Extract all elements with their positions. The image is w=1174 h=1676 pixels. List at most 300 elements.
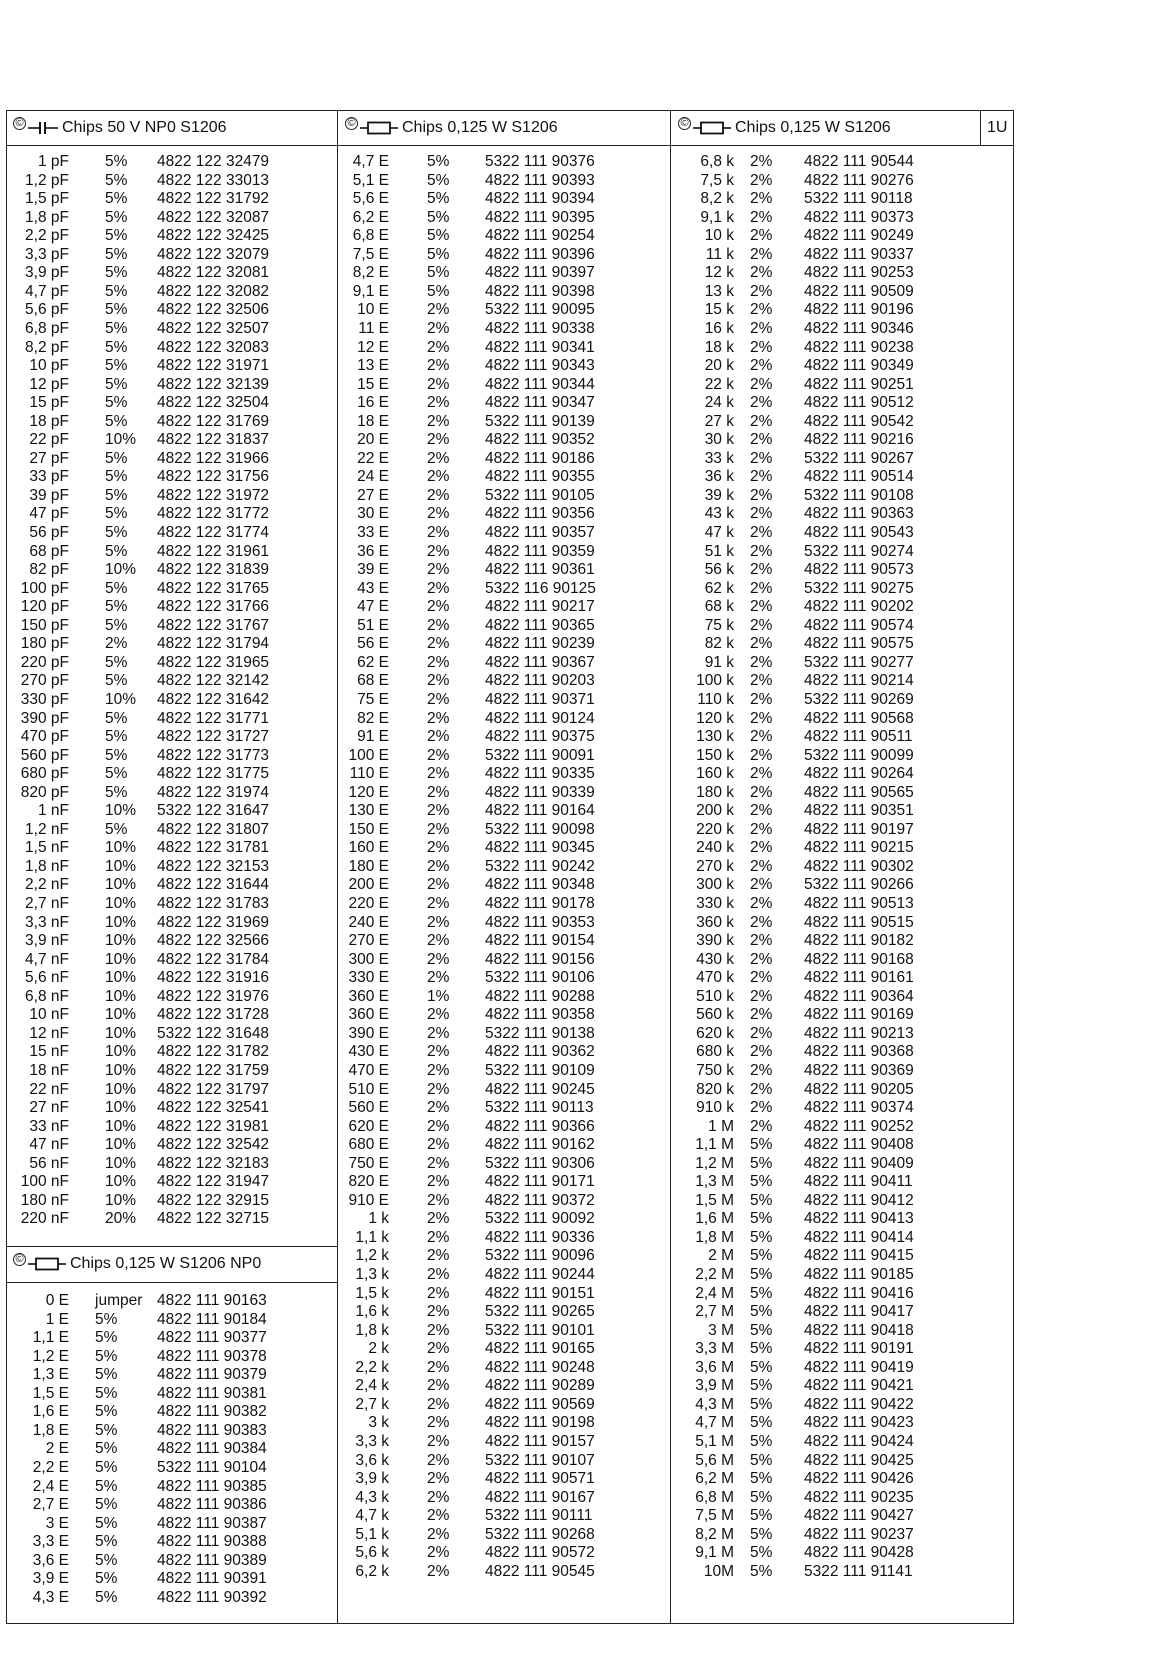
value-cell: 5,6 nF bbox=[25, 969, 69, 987]
table-row bbox=[670, 968, 980, 987]
value-cell: 430 k bbox=[696, 950, 734, 968]
table-row bbox=[670, 375, 980, 394]
tolerance-cell: 5% bbox=[95, 1458, 118, 1476]
part-number-cell: 4822 111 90392 bbox=[157, 1588, 267, 1606]
part-number-cell: 4822 111 90416 bbox=[804, 1284, 914, 1302]
table-row bbox=[670, 152, 980, 171]
tolerance-cell: 2% bbox=[750, 987, 773, 1005]
value-cell: 15 pF bbox=[29, 394, 69, 412]
part-number-cell: 4822 122 32139 bbox=[157, 375, 270, 393]
tolerance-cell: 5% bbox=[750, 1191, 773, 1209]
tolerance-cell: 5% bbox=[105, 338, 128, 356]
part-number-cell: 5322 111 90266 bbox=[804, 876, 914, 894]
tolerance-cell: 2% bbox=[427, 690, 450, 708]
table-row bbox=[337, 727, 670, 746]
part-number-cell: 4822 111 90364 bbox=[804, 987, 914, 1005]
part-number-cell: 4822 111 90216 bbox=[804, 431, 914, 449]
value-cell: 2 k bbox=[368, 1340, 389, 1358]
part-number-cell: 4822 111 90569 bbox=[485, 1395, 595, 1413]
table-row bbox=[337, 412, 670, 431]
table-row bbox=[337, 746, 670, 765]
value-cell: 910 E bbox=[348, 1191, 389, 1209]
value-cell: 12 pF bbox=[29, 375, 69, 393]
cap-header bbox=[13, 111, 227, 145]
part-number-cell: 4822 111 90167 bbox=[485, 1488, 595, 1506]
part-number-cell: 4822 122 31775 bbox=[157, 765, 270, 783]
table-row bbox=[7, 263, 337, 282]
table-row bbox=[337, 1469, 670, 1488]
tolerance-cell: 10% bbox=[105, 1099, 137, 1117]
value-cell: 12 E bbox=[357, 338, 389, 356]
table-row bbox=[670, 820, 980, 839]
part-number-cell: 4822 122 31772 bbox=[157, 505, 270, 523]
tolerance-cell: 5% bbox=[105, 190, 128, 208]
part-number-cell: 4822 111 90213 bbox=[804, 1024, 914, 1042]
part-number-cell: 4822 111 90169 bbox=[804, 1006, 914, 1024]
table-row bbox=[670, 1117, 980, 1136]
value-cell: 1 k bbox=[368, 1210, 389, 1228]
table-row bbox=[337, 913, 670, 932]
table-row bbox=[337, 764, 670, 783]
tolerance-cell: 2% bbox=[427, 412, 450, 430]
tolerance-cell: 2% bbox=[750, 1024, 773, 1042]
table-row bbox=[337, 1191, 670, 1210]
table-row bbox=[337, 653, 670, 672]
table-row bbox=[337, 1265, 670, 1284]
part-number-cell: 4822 111 90565 bbox=[804, 783, 914, 801]
value-cell: 220 k bbox=[696, 820, 734, 838]
tolerance-cell: 2% bbox=[427, 1340, 450, 1358]
table-row bbox=[337, 263, 670, 282]
tolerance-cell: 5% bbox=[105, 468, 128, 486]
tolerance-cell: 2% bbox=[427, 1507, 450, 1525]
tolerance-cell: 5% bbox=[750, 1377, 773, 1395]
part-number-cell: 4822 111 90157 bbox=[485, 1432, 595, 1450]
tolerance-cell: 2% bbox=[427, 579, 450, 597]
value-cell: 820 pF bbox=[20, 783, 69, 801]
value-cell: 1,3 M bbox=[695, 1173, 734, 1191]
value-cell: 750 E bbox=[348, 1154, 389, 1172]
part-number-cell: 4822 122 31782 bbox=[157, 1043, 270, 1061]
tolerance-cell: 5% bbox=[95, 1440, 118, 1458]
table-row bbox=[337, 1451, 670, 1470]
table-row bbox=[337, 579, 670, 598]
value-cell: 33 pF bbox=[29, 468, 69, 486]
tolerance-cell: 5% bbox=[750, 1247, 773, 1265]
table-row bbox=[670, 300, 980, 319]
value-cell: 3,3 nF bbox=[25, 913, 69, 931]
table-row bbox=[7, 1439, 337, 1458]
value-cell: 4,7 k bbox=[355, 1507, 389, 1525]
table-row bbox=[670, 1432, 980, 1451]
part-number-cell: 4822 111 90185 bbox=[804, 1266, 914, 1283]
part-number-cell: 4822 122 31794 bbox=[157, 635, 270, 653]
table-row bbox=[7, 857, 337, 876]
part-number-cell: 4822 111 90515 bbox=[804, 913, 914, 931]
tolerance-cell: 10% bbox=[105, 913, 137, 931]
table-row bbox=[670, 1321, 980, 1340]
part-number-cell: 4822 111 90348 bbox=[485, 876, 595, 894]
part-number-cell: 4822 111 90248 bbox=[485, 1358, 595, 1376]
value-cell: 910 k bbox=[696, 1099, 734, 1117]
table-row bbox=[670, 727, 980, 746]
table-row bbox=[337, 1284, 670, 1303]
part-number-cell: 5322 111 90108 bbox=[804, 486, 914, 504]
table-row bbox=[7, 1384, 337, 1403]
tolerance-cell: 10% bbox=[105, 1191, 137, 1209]
value-cell: 7,5 E bbox=[352, 245, 389, 263]
table-row bbox=[337, 616, 670, 635]
part-number-cell: 4822 122 31792 bbox=[157, 190, 270, 208]
part-number-cell: 5322 111 90109 bbox=[485, 1061, 595, 1079]
table-row bbox=[670, 523, 980, 542]
value-cell: 2,2 M bbox=[695, 1266, 734, 1283]
table-row bbox=[670, 1451, 980, 1470]
tolerance-cell: 2% bbox=[427, 635, 450, 653]
value-cell: 1 nF bbox=[37, 802, 69, 820]
part-number-cell: 4822 111 90335 bbox=[485, 765, 595, 783]
table-row bbox=[670, 709, 980, 728]
part-number-cell: 4822 122 31972 bbox=[157, 486, 270, 504]
table-row bbox=[7, 152, 337, 171]
part-number-cell: 4822 111 90251 bbox=[804, 375, 914, 393]
table-row bbox=[337, 1525, 670, 1544]
tolerance-cell: 10% bbox=[105, 987, 137, 1005]
tolerance-cell: 5% bbox=[750, 1303, 773, 1321]
tolerance-cell: 5% bbox=[750, 1507, 773, 1525]
table-row bbox=[670, 1284, 980, 1303]
value-cell: 1,2 k bbox=[355, 1247, 389, 1265]
value-cell: 360 E bbox=[348, 987, 389, 1005]
value-cell: 27 nF bbox=[29, 1099, 69, 1117]
part-number-cell: 4822 111 90379 bbox=[157, 1366, 267, 1384]
table-row bbox=[337, 709, 670, 728]
tolerance-cell: 5% bbox=[95, 1477, 118, 1495]
value-cell: 5,1 E bbox=[352, 171, 389, 189]
tolerance-cell: 5% bbox=[95, 1384, 118, 1402]
part-number-cell: 4822 111 90411 bbox=[804, 1173, 913, 1191]
value-cell: 560 k bbox=[696, 1006, 734, 1024]
table-row bbox=[7, 300, 337, 319]
tolerance-cell: 2% bbox=[427, 1303, 450, 1321]
table-row bbox=[7, 208, 337, 227]
table-row bbox=[337, 1339, 670, 1358]
value-cell: 1,8 M bbox=[695, 1228, 734, 1246]
part-number-cell: 4822 111 90156 bbox=[485, 950, 595, 968]
value-cell: 10M bbox=[703, 1562, 734, 1580]
part-number-cell: 4822 111 90245 bbox=[485, 1080, 595, 1098]
table-row bbox=[670, 1172, 980, 1191]
table-row bbox=[7, 987, 337, 1006]
value-cell: 3,9 nF bbox=[25, 932, 69, 950]
tolerance-cell: 2% bbox=[427, 1117, 450, 1135]
tolerance-cell: 10% bbox=[105, 876, 137, 894]
table-row bbox=[670, 1506, 980, 1525]
value-cell: 7,5 M bbox=[695, 1507, 734, 1525]
value-cell: 1,3 E bbox=[32, 1366, 69, 1384]
part-number-cell: 4822 111 90355 bbox=[485, 468, 595, 486]
part-number-cell: 4822 111 90186 bbox=[485, 449, 595, 467]
tolerance-cell: 10% bbox=[105, 561, 137, 579]
value-cell: 680 pF bbox=[20, 765, 69, 783]
table-row bbox=[7, 913, 337, 932]
value-cell: 510 E bbox=[348, 1080, 389, 1098]
table-row bbox=[337, 1098, 670, 1117]
table-row bbox=[7, 1061, 337, 1080]
tolerance-cell: 2% bbox=[427, 1210, 450, 1228]
value-cell: 8,2 pF bbox=[25, 338, 69, 356]
tolerance-cell: 10% bbox=[105, 1080, 137, 1098]
value-cell: 1,5 k bbox=[355, 1284, 389, 1302]
part-number-cell: 5322 111 90095 bbox=[485, 301, 595, 319]
table-row bbox=[7, 1310, 337, 1329]
tolerance-cell: 5% bbox=[105, 820, 128, 838]
table-row bbox=[670, 894, 980, 913]
part-number-cell: 4822 111 90575 bbox=[804, 635, 914, 653]
value-cell: 160 k bbox=[696, 765, 734, 783]
part-number-cell: 4822 111 90419 bbox=[804, 1358, 914, 1376]
part-number-cell: 4822 111 90214 bbox=[804, 672, 914, 690]
part-number-cell: 4822 111 90381 bbox=[157, 1384, 267, 1402]
table-row bbox=[670, 616, 980, 635]
part-number-cell: 4822 111 90178 bbox=[485, 895, 595, 912]
tolerance-cell: 5% bbox=[105, 375, 128, 393]
value-cell: 1,6 E bbox=[32, 1403, 69, 1421]
tolerance-cell: 10% bbox=[105, 1024, 137, 1042]
part-number-cell: 4822 111 90426 bbox=[804, 1470, 914, 1488]
table-row bbox=[7, 1532, 337, 1551]
part-number-cell: 4822 122 32081 bbox=[157, 264, 270, 282]
table-row bbox=[670, 690, 980, 709]
table-row bbox=[337, 282, 670, 301]
value-cell: 1,8 E bbox=[32, 1421, 69, 1439]
table-row bbox=[670, 913, 980, 932]
tolerance-cell: 2% bbox=[427, 449, 450, 467]
value-cell: 1 E bbox=[45, 1310, 69, 1328]
value-cell: 0 E bbox=[45, 1292, 69, 1309]
value-cell: 1,3 k bbox=[355, 1266, 389, 1283]
tolerance-cell: 2% bbox=[427, 895, 450, 912]
tolerance-cell: 2% bbox=[427, 1099, 450, 1117]
part-number-cell: 4822 111 90237 bbox=[804, 1525, 914, 1543]
table-row bbox=[670, 1302, 980, 1321]
tolerance-cell: 5% bbox=[95, 1588, 118, 1606]
value-cell: 16 k bbox=[704, 319, 734, 337]
table-row bbox=[670, 226, 980, 245]
value-cell: 100 k bbox=[696, 672, 734, 690]
tolerance-cell: 2% bbox=[427, 542, 450, 560]
table-row bbox=[7, 838, 337, 857]
part-number-cell: 4822 111 90253 bbox=[804, 264, 914, 282]
table-row bbox=[7, 171, 337, 190]
res1-title: Chips 0,125 W S1206 bbox=[402, 119, 558, 136]
value-cell: 6,2 M bbox=[695, 1470, 734, 1488]
part-number-cell: 4822 111 90513 bbox=[804, 895, 914, 912]
tolerance-cell: 5% bbox=[105, 598, 128, 616]
tolerance-cell: 2% bbox=[750, 338, 773, 356]
part-number-cell: 4822 111 90415 bbox=[804, 1247, 914, 1265]
value-cell: 2,7 M bbox=[695, 1303, 734, 1321]
tolerance-cell: 5% bbox=[750, 1470, 773, 1488]
table-row bbox=[670, 857, 980, 876]
table-row bbox=[670, 1209, 980, 1228]
table-row bbox=[670, 1154, 980, 1173]
tolerance-cell: 5% bbox=[105, 672, 128, 690]
part-number-cell: 4822 111 90425 bbox=[804, 1451, 914, 1469]
value-cell: 39 pF bbox=[29, 486, 69, 504]
tolerance-cell: 5% bbox=[105, 301, 128, 319]
tolerance-cell: jumper bbox=[95, 1292, 143, 1309]
tolerance-cell: 2% bbox=[427, 524, 450, 541]
copyright-icon: © bbox=[13, 117, 26, 130]
value-cell: 150 k bbox=[696, 746, 734, 764]
tolerance-cell: 2% bbox=[750, 616, 773, 634]
part-number-cell: 4822 111 90568 bbox=[804, 709, 914, 727]
part-number-cell: 4822 111 90198 bbox=[485, 1414, 595, 1432]
tag-divider bbox=[980, 111, 981, 145]
part-number-cell: 4822 111 90337 bbox=[804, 245, 914, 263]
tolerance-cell: 5% bbox=[750, 1266, 773, 1283]
table-row bbox=[670, 987, 980, 1006]
part-number-cell: 4822 122 31771 bbox=[157, 709, 270, 727]
table-row bbox=[7, 1117, 337, 1136]
table-row bbox=[337, 449, 670, 468]
value-cell: 160 E bbox=[348, 839, 389, 857]
tolerance-cell: 2% bbox=[427, 1395, 450, 1413]
part-number-cell: 4822 111 90302 bbox=[804, 857, 914, 875]
table-row bbox=[7, 1024, 337, 1043]
value-cell: 620 k bbox=[696, 1024, 734, 1042]
tolerance-cell: 2% bbox=[427, 468, 450, 486]
tolerance-cell: 5% bbox=[95, 1496, 118, 1514]
value-cell: 300 k bbox=[696, 876, 734, 894]
table-row bbox=[337, 820, 670, 839]
value-cell: 100 nF bbox=[20, 1173, 69, 1191]
value-cell: 220 E bbox=[348, 895, 389, 912]
part-number-cell: 4822 111 90171 bbox=[485, 1173, 595, 1191]
table-row bbox=[337, 1358, 670, 1377]
part-number-cell: 5322 111 90101 bbox=[485, 1321, 595, 1339]
table-row bbox=[7, 801, 337, 820]
tolerance-cell: 2% bbox=[427, 1432, 450, 1450]
value-cell: 8,2 k bbox=[700, 190, 734, 208]
value-cell: 150 pF bbox=[20, 616, 69, 634]
value-cell: 43 k bbox=[704, 505, 734, 523]
table-row bbox=[7, 1291, 337, 1310]
tolerance-cell: 10% bbox=[105, 1117, 137, 1135]
tolerance-cell: 5% bbox=[427, 153, 450, 170]
value-cell: 180 k bbox=[696, 783, 734, 801]
table-row bbox=[337, 1228, 670, 1247]
copyright-icon: © bbox=[678, 117, 691, 130]
part-number-cell: 4822 111 90289 bbox=[485, 1377, 595, 1395]
value-cell: 2,2 pF bbox=[25, 227, 69, 245]
table-row bbox=[7, 616, 337, 635]
part-number-cell: 4822 122 32506 bbox=[157, 301, 270, 319]
value-cell: 10 pF bbox=[29, 357, 69, 375]
part-number-cell: 5322 111 90107 bbox=[485, 1451, 595, 1469]
part-number-cell: 4822 122 31759 bbox=[157, 1061, 270, 1079]
table-row bbox=[7, 1135, 337, 1154]
tolerance-cell: 2% bbox=[427, 1266, 450, 1283]
part-number-cell: 5322 111 90376 bbox=[485, 153, 595, 170]
tolerance-cell: 2% bbox=[427, 1562, 450, 1580]
part-number-cell: 4822 111 90382 bbox=[157, 1403, 267, 1421]
table-row bbox=[337, 189, 670, 208]
part-number-cell: 4822 111 90361 bbox=[485, 561, 595, 579]
table-row bbox=[670, 356, 980, 375]
part-number-cell: 4822 111 90363 bbox=[804, 505, 914, 523]
value-cell: 3,9 k bbox=[355, 1470, 389, 1488]
part-number-cell: 4822 111 90428 bbox=[804, 1544, 914, 1562]
tolerance-cell: 2% bbox=[427, 1488, 450, 1506]
value-cell: 3,3 M bbox=[695, 1340, 734, 1358]
value-cell: 27 pF bbox=[29, 449, 69, 467]
part-number-cell: 4822 111 90571 bbox=[485, 1470, 595, 1488]
table-row bbox=[337, 1413, 670, 1432]
value-cell: 300 E bbox=[348, 950, 389, 968]
part-number-cell: 4822 111 90357 bbox=[485, 524, 595, 541]
part-number-cell: 4822 122 32087 bbox=[157, 208, 270, 226]
tolerance-cell: 2% bbox=[750, 505, 773, 523]
table-row bbox=[7, 894, 337, 913]
value-cell: 120 k bbox=[696, 709, 734, 727]
table-row bbox=[7, 504, 337, 523]
part-number-cell: 4822 111 90168 bbox=[804, 950, 914, 968]
value-cell: 2 E bbox=[45, 1440, 69, 1458]
part-number-cell: 4822 111 90365 bbox=[485, 616, 595, 634]
value-cell: 2,2 nF bbox=[25, 876, 69, 894]
value-cell: 12 nF bbox=[29, 1024, 69, 1042]
value-cell: 180 nF bbox=[20, 1191, 69, 1209]
part-number-cell: 5322 116 90125 bbox=[485, 579, 596, 597]
table-row bbox=[7, 375, 337, 394]
tolerance-cell: 2% bbox=[750, 728, 773, 746]
part-number-cell: 5322 111 90265 bbox=[485, 1303, 595, 1321]
value-cell: 470 k bbox=[696, 969, 734, 987]
res2-title: Chips 0,125 W S1206 bbox=[735, 119, 891, 136]
tolerance-cell: 2% bbox=[427, 969, 450, 987]
part-number-cell: 4822 111 90154 bbox=[485, 932, 595, 950]
tolerance-cell: 2% bbox=[750, 839, 773, 857]
value-cell: 68 pF bbox=[29, 542, 69, 560]
part-number-cell: 4822 111 90341 bbox=[485, 338, 595, 356]
table-row bbox=[337, 857, 670, 876]
part-number-cell: 4822 111 90391 bbox=[157, 1570, 267, 1588]
part-number-cell: 5322 111 90099 bbox=[804, 746, 914, 764]
value-cell: 1,2 nF bbox=[25, 820, 69, 838]
value-cell: 130 E bbox=[348, 802, 389, 820]
tolerance-cell: 2% bbox=[750, 1080, 773, 1098]
tolerance-cell: 5% bbox=[105, 245, 128, 263]
value-cell: 82 E bbox=[357, 709, 389, 727]
part-number-cell: 4822 111 90205 bbox=[804, 1080, 914, 1098]
value-cell: 2,4 k bbox=[355, 1377, 389, 1395]
value-cell: 2,7 E bbox=[32, 1496, 69, 1514]
value-cell: 820 k bbox=[696, 1080, 734, 1098]
tolerance-cell: 2% bbox=[750, 783, 773, 801]
table-row bbox=[337, 300, 670, 319]
tolerance-cell: 2% bbox=[750, 765, 773, 783]
part-number-cell: 4822 111 90511 bbox=[804, 728, 913, 746]
value-cell: 75 E bbox=[357, 690, 389, 708]
tolerance-cell: 5% bbox=[105, 227, 128, 245]
tolerance-cell: 2% bbox=[427, 746, 450, 764]
value-cell: 270 pF bbox=[20, 672, 69, 690]
tolerance-cell: 5% bbox=[750, 1173, 773, 1191]
tolerance-cell: 5% bbox=[105, 449, 128, 467]
value-cell: 1,6 M bbox=[695, 1210, 734, 1228]
